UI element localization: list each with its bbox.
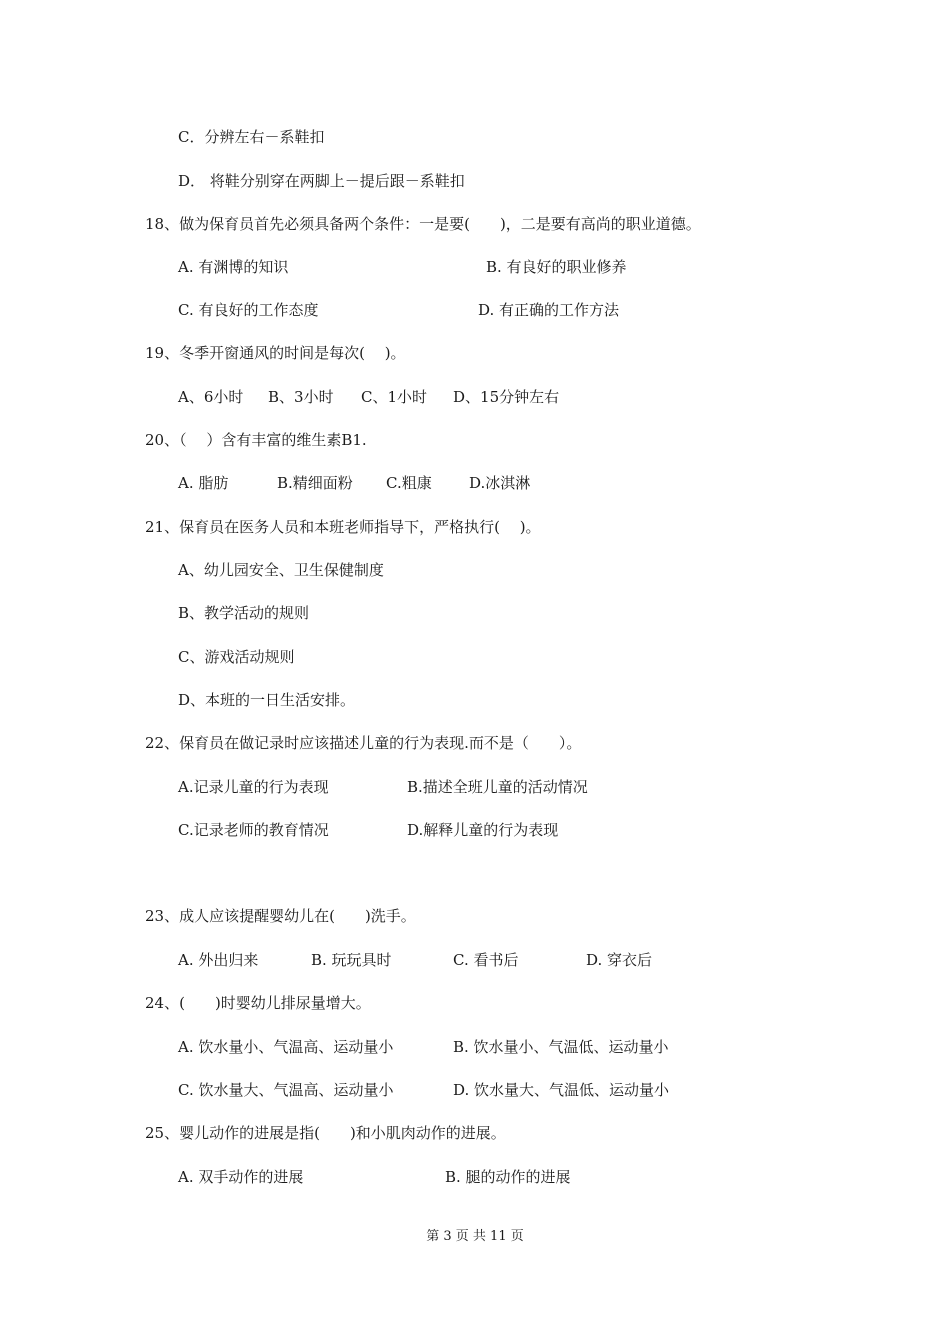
- q19-option-a: A、6小时: [178, 388, 244, 406]
- q21-option-d: D、本班的一日生活安排。: [178, 691, 356, 709]
- q17-option-c: C．分辨左右－系鞋扣: [178, 128, 325, 146]
- q22-option-b: B.描述全班儿童的活动情况: [407, 778, 588, 796]
- q20-option-b: B.精细面粉: [277, 474, 353, 492]
- q23-option-a: A. 外出归来: [178, 951, 259, 969]
- q21-option-c: C、游戏活动规则: [178, 648, 295, 666]
- q25-option-a: A. 双手动作的进展: [178, 1168, 304, 1186]
- q23-option-b: B. 玩玩具时: [311, 951, 392, 969]
- q23-stem: 23、成人应该提醒婴幼儿在( )洗手。: [145, 907, 416, 925]
- q21-option-b: B、教学活动的规则: [178, 604, 310, 622]
- q18-option-a: A. 有渊博的知识: [178, 258, 289, 276]
- q25-stem: 25、婴儿动作的进展是指( )和小肌肉动作的进展。: [145, 1124, 506, 1142]
- q22-option-d: D.解释儿童的行为表现: [407, 821, 559, 839]
- q23-option-c: C. 看书后: [453, 951, 519, 969]
- q20-option-c: C.粗康: [386, 474, 432, 492]
- page-number-footer: 第 3 页 共 11 页: [426, 1229, 524, 1244]
- q21-stem: 21、保育员在医务人员和本班老师指导下，严格执行( )。: [145, 518, 541, 536]
- q24-option-b: B. 饮水量小、气温低、运动量小: [453, 1038, 669, 1056]
- q19-option-c: C、1小时: [361, 388, 428, 406]
- q20-option-d: D.冰淇淋: [469, 474, 531, 492]
- q24-stem: 24、( )时婴幼儿排尿量增大。: [145, 994, 371, 1012]
- q22-stem: 22、保育员在做记录时应该描述儿童的行为表现.而不是（ ）。: [145, 734, 582, 752]
- q24-option-c: C. 饮水量大、气温高、运动量小: [178, 1081, 394, 1099]
- q22-option-c: C.记录老师的教育情况: [178, 821, 329, 839]
- q18-option-b: B. 有良好的职业修养: [486, 258, 627, 276]
- q20-option-a: A. 脂肪: [178, 474, 229, 492]
- q17-option-d: D． 将鞋分别穿在两脚上－提后跟－系鞋扣: [178, 172, 465, 190]
- q19-stem: 19、冬季开窗通风的时间是每次( )。: [145, 344, 406, 362]
- q24-option-d: D. 饮水量大、气温低、运动量小: [453, 1081, 670, 1099]
- q24-option-a: A. 饮水量小、气温高、运动量小: [178, 1038, 394, 1056]
- q20-stem: 20、（ ）含有丰富的维生素B1.: [145, 431, 367, 449]
- q25-option-b: B. 腿的动作的进展: [445, 1168, 571, 1186]
- q18-option-c: C. 有良好的工作态度: [178, 301, 319, 319]
- q22-option-a: A.记录儿童的行为表现: [178, 778, 329, 796]
- q21-option-a: A、幼儿园安全、卫生保健制度: [178, 561, 384, 579]
- q19-option-b: B、3小时: [268, 388, 334, 406]
- q23-option-d: D. 穿衣后: [586, 951, 653, 969]
- q18-option-d: D. 有正确的工作方法: [478, 301, 620, 319]
- q19-option-d: D、15分钟左右: [453, 388, 560, 406]
- q18-stem: 18、做为保育员首先必须具备两个条件：一是要( )，二是要有高尚的职业道德。: [145, 215, 701, 233]
